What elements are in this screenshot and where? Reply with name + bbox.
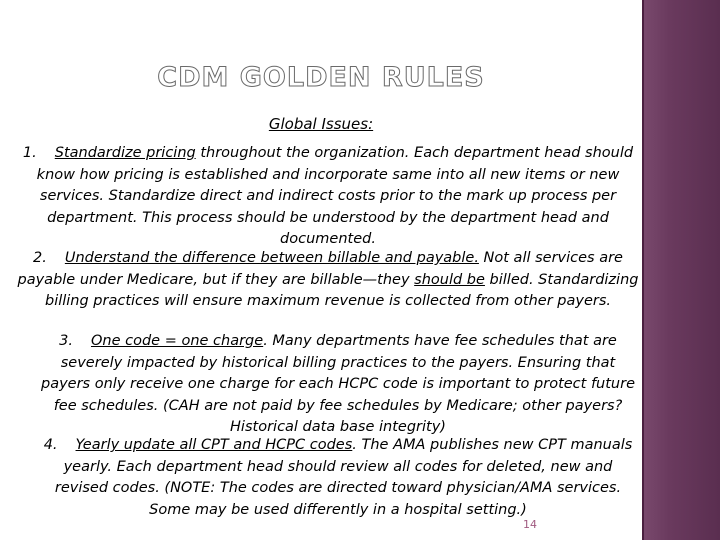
rule-1-number: 1. (22, 145, 37, 161)
rule-3-number: 3. (59, 333, 73, 349)
rule-4-heading: Yearly update all CPT and HCPC codes (75, 437, 353, 453)
subheading (0, 115, 642, 133)
subheading-text: Global Issues: (268, 115, 374, 133)
rule-3 (38, 331, 638, 439)
rule-4-number: 4. (43, 437, 58, 453)
rule-1-heading: Standardize pricing (54, 145, 196, 161)
rule-3-heading: One code = one charge (90, 333, 264, 349)
rule-2-text-before: Not all services are payable under Medicare, but if they are billable—they (17, 250, 623, 288)
rule-3-text: . Many departments have fee schedules that are severely impacted by historical billing practices to the payers. Ensuring that payers only receive one charge for each HCPC code is important to protect future fee schedules. (CAH are not paid by fee schedules by Medicare; other payers? Historical data base integrity) (40, 333, 636, 435)
rule-2-heading: Understand the difference between billable and payable. (64, 250, 479, 266)
decorative-sidebar (642, 0, 720, 540)
rule-4-text: . The AMA publishes new CPT manuals yearly. Each department head should review all codes for deleted, new and revised codes. (NOTE: The codes are directed toward physician/AMA services. Some may be used differently in a hospital setting.) (54, 437, 633, 518)
rule-2-emphasis: should be (414, 271, 485, 288)
rule-2-number: 2. (33, 250, 47, 266)
page-number: 14 (523, 518, 537, 531)
rule-1 (10, 143, 646, 251)
rule-4 (36, 435, 640, 521)
slide-title: CDM GOLDEN RULES (157, 62, 485, 93)
rule-1-text: throughout the organization. Each department head should know how pricing is established and incorporate same into all new items or new services. Standardize direct and indirect costs prior to the mark up process per department. This process should be understood by the department head and documented. (36, 145, 634, 247)
rule-2 (10, 248, 646, 313)
rule-2-text-after: billed. Standardizing billing practices will ensure maximum revenue is collected from other payers. (44, 271, 639, 309)
